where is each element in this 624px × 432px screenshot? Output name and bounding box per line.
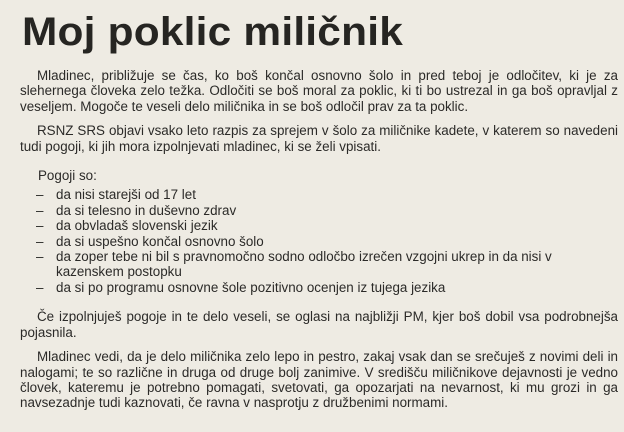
condition-text: da nisi starejši od 17 let — [56, 187, 196, 203]
headline: Moj poklic miličnik — [22, 10, 404, 54]
condition-text: da si po programu osnovne šole pozitivno ocenjen iz tujega jezika — [56, 279, 446, 295]
dash-marker: – — [36, 233, 44, 249]
intro-paragraph: RSNZ SRS objavi vsako leto razpis za sprejem v šolo za miličnike kadete, v katerem so navedeni tudi pogoji, ki jih mora izpolnjevati mladinec, ki se želi vpisati. — [20, 123, 618, 154]
condition-item — [20, 280, 618, 295]
condition-item — [20, 187, 618, 202]
dash-marker: – — [36, 249, 44, 265]
condition-item — [20, 234, 618, 249]
intro-paragraph: Mladinec, približuje se čas, ko boš končal osnovno šolo in pred teboj je odločitev, ki je za slehernega človeka zelo težka. Odločiti se boš moral za poklic, ki ti bo ustrezal in ga boš opravljal z veseljem. Mogoče te veseli delo miličnika in se boš odločil prav za ta poklic. — [20, 68, 618, 114]
article-body — [20, 68, 618, 411]
dash-marker: – — [36, 187, 44, 203]
dash-marker: – — [36, 218, 44, 234]
closing-paragraph: Mladinec vedi, da je delo miličnika zelo lepo in pestro, zakaj vsak dan se srečuješ z novimi deli in nalogami; te so različne in druga od druge bolj zanimive. V središču miličnikove dejavnosti je vedno človek, kateremu je potrebno pomagati, svetovati, ga opozarjati na nevarnost, ki mu grozi in ga navsezadnje tudi kaznovati, če ravna v nasprotju z družbenimi normami. — [20, 349, 618, 411]
dash-marker: – — [36, 202, 44, 218]
closing-paragraph: Če izpolnjuješ pogoje in te delo veseli, se oglasi na najbližji PM, kjer boš dobil vsa podrobnejša pojasnila. — [20, 309, 618, 340]
condition-text: da si telesno in duševno zdrav — [56, 202, 237, 218]
condition-item — [20, 203, 618, 218]
dash-marker: – — [36, 279, 44, 295]
conditions-list — [20, 187, 618, 295]
condition-text: da obvladaš slovenski jezik — [56, 218, 218, 234]
condition-item — [20, 218, 618, 233]
conditions-title: Pogoji so: — [38, 168, 97, 184]
condition-text: da zoper tebe ni bil s pravnomočno sodno odločbo izrečen vzgojni ukrep in da nisi v kazenskem postopku — [56, 249, 552, 280]
condition-text: da si uspešno končal osnovno šolo — [56, 233, 264, 249]
condition-item — [20, 249, 618, 280]
